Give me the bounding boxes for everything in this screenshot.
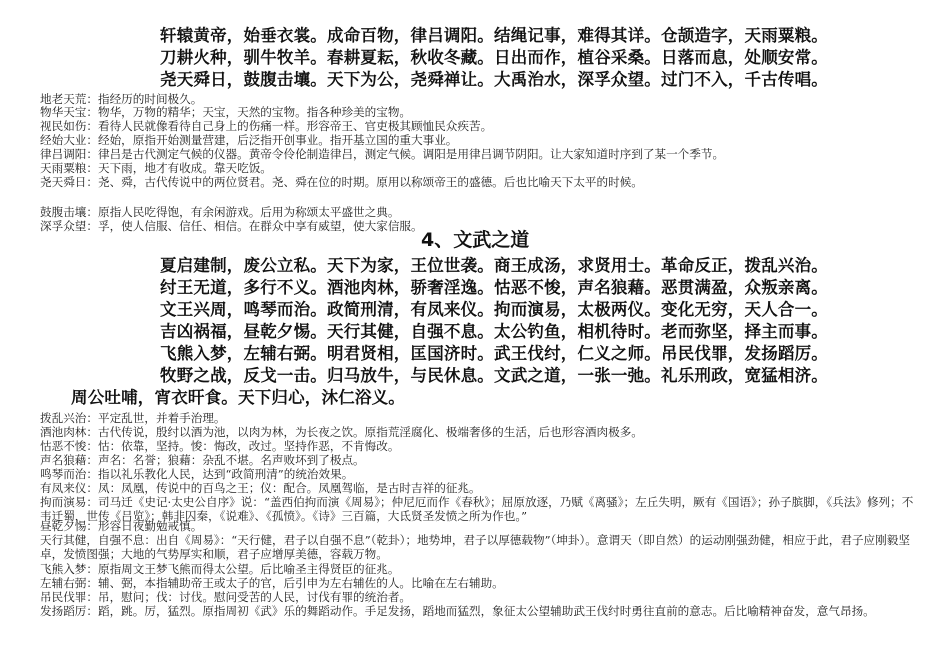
note-entry: 飞熊入梦：原指周文王梦飞熊而得太公望。后比喻圣主得贤臣的征兆。	[40, 562, 400, 576]
note-entry: 拘而演易：司马迁《史记·太史公自序》说：“盖西伯拘而演《周易》；仲尼厄而作《春秋》；屈原放逐，乃赋《离骚》；左丘失明，厥有《国语》；孙子膑脚，《兵法》修列；不韦迁蜀，世传《吕览》；韩非囚秦，《说难》、《孤愤》。《诗》三百篇，大氐贤圣发愤之所为作也。”	[40, 495, 914, 523]
note-entry: 地老天荒：指经历的时间极久。	[40, 92, 203, 106]
verse-line: 飞熊入梦，左辅右弼。明君贤相，匡国济时。武王伐纣，仁义之师。吊民伐罪，发扬蹈厉。	[160, 344, 828, 363]
note-entry: 律吕调阳：律吕是古代测定气候的仪器。黄帝令伶伦制造律吕，测定气候。调阳是用律吕调节阴阳。让大家知道时序到了某一个季节。	[40, 147, 725, 161]
verse-line: 轩辕黄帝，始垂衣裳。成命百物，律吕调阳。结绳记事，难得其详。仓颉造字，天雨粟粮。	[160, 26, 828, 45]
note-entry: 鸣琴而治：指以礼乐教化人民，达到“政简刑清”的统治效果。	[40, 467, 354, 481]
note-entry: 左辅右弼：辅、弼，本指辅助帝王或太子的官，后引申为左右辅佐的人。比喻在左右辅助。	[40, 576, 504, 590]
verse-line: 尧天舜日，鼓腹击壤。天下为公，尧舜禅让。大禹治水，深孚众望。过门不入，千古传唱。	[160, 70, 828, 89]
verse-line: 吉凶祸福，昼乾夕惕。天行其健，自强不息。太公钓鱼，相机待时。老而弥坚，择主而事。	[160, 322, 828, 341]
note-entry: 深孚众望：孚，使人信服、信任、相信。在群众中享有威望，使大家信服。	[40, 219, 423, 233]
note-entry: 物华天宝：物华，万物的精华；天宝，天然的宝物。指各种珍美的宝物。	[40, 105, 412, 119]
note-entry: 吊民伐罪：吊，慰问；伐：讨伐。慰问受苦的人民，讨伐有罪的统治者。	[40, 590, 412, 604]
verse-line: 周公吐哺，宵衣旰食。天下归心，沐仁浴义。	[71, 388, 405, 407]
verse-line: 夏启建制，废公立私。天下为家，王位世袭。商王成汤，求贤用士。革命反正，拨乱兴治。	[160, 256, 828, 275]
note-entry: 有凤来仪：凤：凤凰，传说中的百鸟之王；仪：配合。凤凰驾临，是古时吉祥的征兆。	[40, 481, 481, 495]
note-entry: 酒池肉林：古代传说，殷纣以酒为池，以肉为林，为长夜之饮。原指荒淫腐化、极端奢侈的生活，后也形容酒肉极多。	[40, 425, 643, 439]
note-entry: 发扬蹈厉：蹈，跳。厉，猛烈。原指周初《武》乐的舞蹈动作。手足发扬，蹈地而猛烈，象征太公望辅助武王伐纣时勇往直前的意志。后比喻精神奋发，意气昂扬。	[40, 604, 875, 618]
note-entry: 天行其健，自强不息：出自《周易》：“天行健，君子以自强不息”（乾卦）；地势坤，君子以厚德载物”（坤卦）。意谓天（即自然）的运动刚强劲健，相应于此，君子应刚毅坚卓，发愤图强；大地的气势厚实和顺，君子应增厚美德，容载万物。	[40, 533, 910, 561]
note-entry: 声名狼藉：声名：名誉；狼藉：杂乱不堪。名声败坏到了极点。	[40, 453, 365, 467]
note-entry: 尧天舜日：尧、舜，古代传说中的两位贤君。尧、舜在位的时期。原用以称颂帝王的盛德。后也比喻天下太平的时候。	[40, 175, 643, 189]
note-entry: 视民如伤：看待人民就像看待自己身上的伤痛一样。形容帝王、官吏极其顾恤民众疾苦。	[40, 119, 493, 133]
verse-line: 文王兴周，鸣琴而治。政简刑清，有凤来仪。拘而演易，太极两仪。变化无穷，天人合一。	[160, 300, 828, 319]
verse-line: 刀耕火种，驯牛牧羊。春耕夏耘，秋收冬藏。日出而作，植谷采桑。日落而息，处顺安常。	[160, 48, 828, 67]
note-entry: 昼乾夕惕：形容日夜勤勉戒慎。	[40, 519, 203, 533]
section-title: 4、文武之道	[421, 229, 530, 251]
note-entry: 天雨粟粮：天下雨，地才有收成。靠天吃饭。	[40, 161, 272, 175]
verse-line: 纣王无道，多行不义。酒池肉林，骄奢淫逸。怙恶不悛，声名狼藉。恶贯满盈，众叛亲离。	[160, 278, 828, 297]
note-entry: 鼓腹击壤：原指人民吃得饱，有余闲游戏。后用为称颂太平盛世之典。	[40, 205, 400, 219]
note-entry: 经始大业：经始，原指开始测量营建，后泛指开创事业。指开基立国的重大事业。	[40, 133, 458, 147]
note-entry: 拨乱兴治：平定乱世，并着手治理。	[40, 411, 226, 425]
note-entry: 怙恶不悛：怙：依靠，坚持。悛：悔改，改过。坚持作恶，不肯悔改。	[40, 439, 400, 453]
verse-line: 牧野之战，反戈一击。归马放牛，与民休息。文武之道，一张一弛。礼乐刑政，宽猛相济。	[160, 366, 828, 385]
